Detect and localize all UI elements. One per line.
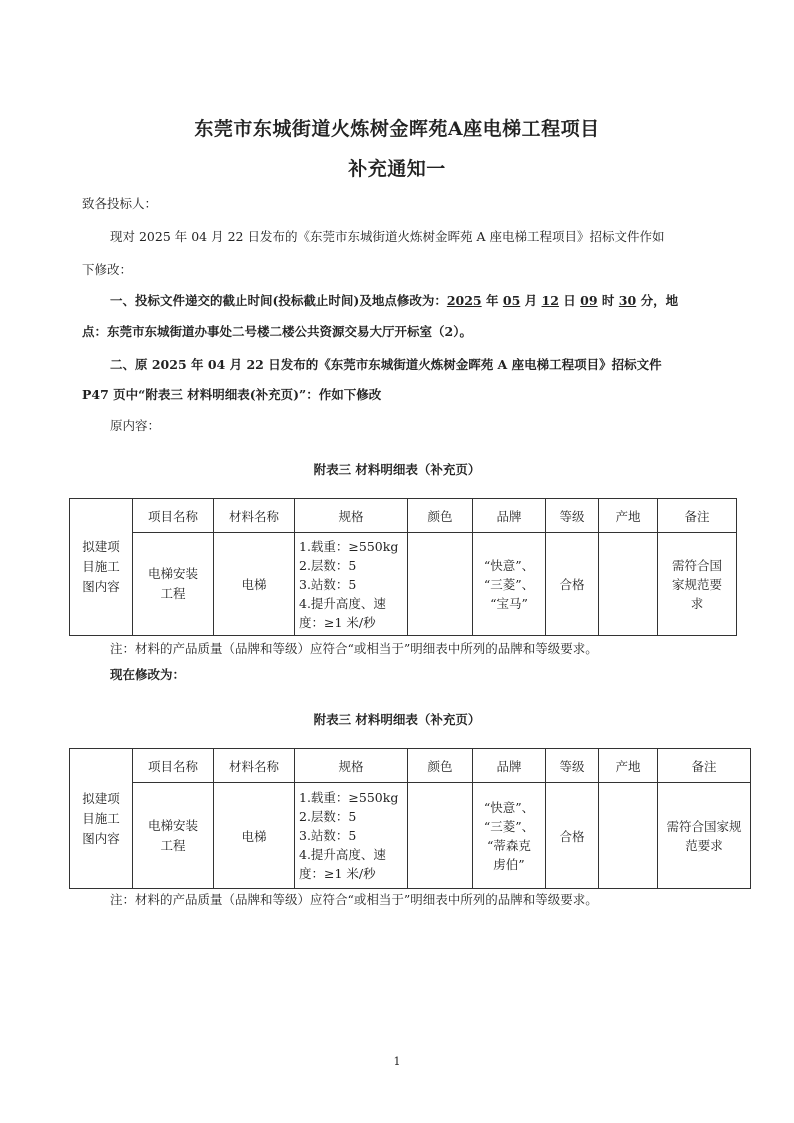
- item-1-line-1: [110, 293, 678, 309]
- cell-grade: 合格: [546, 783, 599, 889]
- item-2-line-2: P47 页中“附表三 材料明细表(补充页)”：作如下修改: [82, 387, 382, 402]
- header-project-name: 项目名称: [133, 749, 214, 783]
- original-content-label: 原内容：: [110, 418, 161, 433]
- header-note: 备注: [658, 749, 751, 783]
- salutation: 致各投标人：: [82, 196, 158, 211]
- day-unit: 日: [563, 293, 576, 308]
- cell-brand: “快意”、 “三菱”、 “蒂森克 虏伯”: [473, 783, 546, 889]
- intro-line-1: 现对 2025 年 04 月 22 日发布的《东莞市东城街道火炼树金晖苑 A 座电梯工程项目》招标文件作如: [110, 229, 665, 244]
- header-note: 备注: [658, 499, 737, 533]
- cell-material-name: 电梯: [214, 783, 295, 889]
- modified-content-label: 现在修改为：: [110, 667, 186, 682]
- row-label: 拟建项 目施工 图内容: [70, 499, 133, 636]
- cell-grade: 合格: [546, 533, 599, 636]
- deadline-day: 12: [541, 293, 559, 308]
- cell-color: [408, 533, 473, 636]
- original-material-table: [69, 498, 737, 636]
- cell-origin: [599, 783, 658, 889]
- header-spec: 规格: [295, 749, 408, 783]
- month-unit: 月: [524, 293, 538, 308]
- modified-material-table: [69, 748, 751, 889]
- row-label: 拟建项 目施工 图内容: [70, 749, 133, 889]
- deadline-minute: 30: [618, 293, 637, 308]
- cell-spec: 1.载重：≥550kg 2.层数：5 3.站数：5 4.提升高度、速 度：≥1 米/秒: [295, 783, 408, 889]
- intro-line-2: 下修改：: [82, 262, 133, 277]
- original-footnote: 注：材料的产品质量（品牌和等级）应符合“或相当于”明细表中所列的品牌和等级要求。: [110, 641, 598, 656]
- header-grade: 等级: [546, 499, 599, 533]
- deadline-year: 2025: [446, 293, 482, 308]
- cell-color: [408, 783, 473, 889]
- document-subtitle: 补充通知一: [348, 158, 446, 180]
- cell-brand: “快意”、 “三菱”、 “宝马”: [473, 533, 546, 636]
- cell-project-name: 电梯安装 工程: [133, 533, 214, 636]
- cell-project-name: 电梯安装 工程: [133, 783, 214, 889]
- cell-material-name: 电梯: [214, 533, 295, 636]
- deadline-month: 05: [502, 293, 521, 308]
- cell-origin: [599, 533, 658, 636]
- header-origin: 产地: [599, 749, 658, 783]
- modified-table-caption: 附表三 材料明细表（补充页）: [313, 712, 481, 727]
- document-title: 东莞市东城街道火炼树金晖苑A座电梯工程项目: [194, 118, 600, 140]
- header-color: 颜色: [408, 499, 473, 533]
- hour-unit: 时: [601, 293, 615, 308]
- header-brand: 品牌: [473, 499, 546, 533]
- page-number: 1: [393, 1055, 401, 1068]
- header-project-name: 项目名称: [133, 499, 214, 533]
- header-material-name: 材料名称: [214, 499, 295, 533]
- header-color: 颜色: [408, 749, 473, 783]
- cell-note: 需符合国 家规范要 求: [658, 533, 737, 636]
- year-unit: 年: [486, 293, 499, 308]
- item-1-suffix: 分，地: [640, 293, 679, 308]
- item-1-line-2: 点：东莞市东城街道办事处二号楼二楼公共资源交易大厅开标室（2）。: [82, 324, 472, 339]
- header-origin: 产地: [599, 499, 658, 533]
- header-material-name: 材料名称: [214, 749, 295, 783]
- header-grade: 等级: [546, 749, 599, 783]
- deadline-hour: 09: [580, 293, 598, 308]
- cell-note: 需符合国家规 范要求: [658, 783, 751, 889]
- modified-footnote: 注：材料的产品质量（品牌和等级）应符合“或相当于”明细表中所列的品牌和等级要求。: [110, 892, 598, 907]
- cell-spec: 1.载重：≥550kg 2.层数：5 3.站数：5 4.提升高度、速 度：≥1 米/秒: [295, 533, 408, 636]
- original-table-caption: 附表三 材料明细表（补充页）: [313, 462, 481, 477]
- header-spec: 规格: [295, 499, 408, 533]
- header-brand: 品牌: [473, 749, 546, 783]
- item-1-prefix: 一、投标文件递交的截止时间(投标截止时间)及地点修改为：: [110, 293, 447, 308]
- item-2-line-1: 二、原 2025 年 04 月 22 日发布的《东莞市东城街道火炼树金晖苑 A 座电梯工程项目》招标文件: [110, 357, 662, 372]
